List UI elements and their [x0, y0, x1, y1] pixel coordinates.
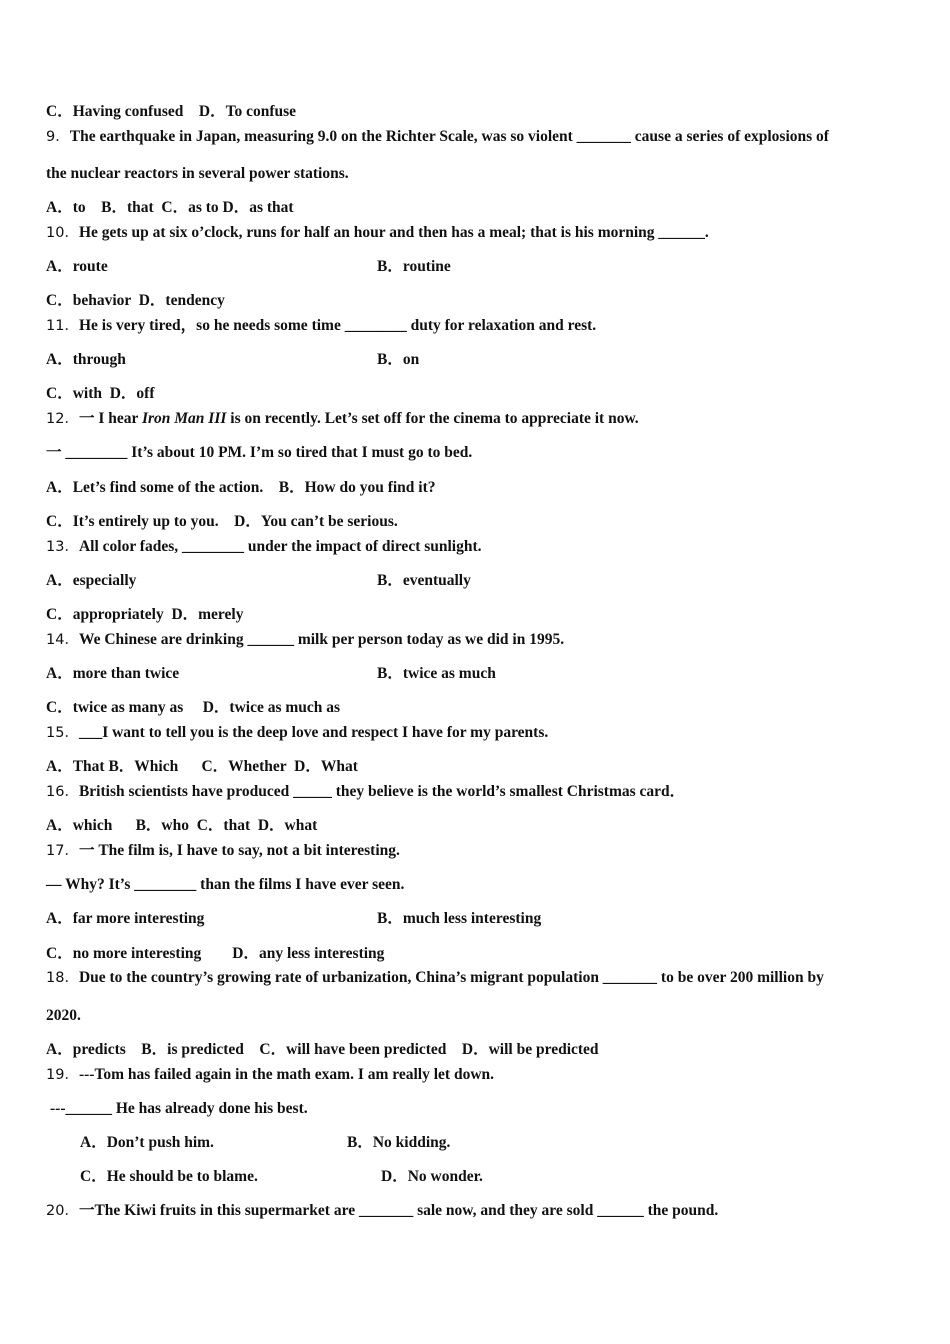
q16-stem — [46, 782, 685, 802]
q9-options: A．to B．that C．as to D．as that — [46, 199, 294, 216]
q15-stem-text: ___I want to tell you is the deep love and respect I have for my parents. — [78, 724, 549, 741]
q15-options: A．That B．Which C．Whether D．What — [46, 758, 358, 775]
q8-option-c: C．Having confused — [46, 103, 184, 120]
q16-stem-text: British scientists have produced _____ they believe is the world’s smallest Christmas card． — [78, 783, 686, 800]
q14-options-cd: C．twice as many as D．twice as much as — [46, 699, 341, 716]
q13-stem-text: All color fades, ________ under the impact of direct sunlight. — [78, 538, 482, 555]
q20-stem-text: 一The Kiwi fruits in this supermarket are _______ sale now, and they are sold ______ the pound. — [78, 1202, 719, 1219]
q11-option-a: A．through — [46, 351, 126, 368]
q20-number: 20． — [46, 1203, 79, 1219]
q11-stem-text: He is very tired，so he needs some time ________ duty for relaxation and rest. — [78, 317, 597, 334]
q18-stem-line2: 2020. — [46, 1007, 81, 1024]
q20-stem — [46, 1201, 718, 1221]
q18-number: 18． — [46, 970, 79, 986]
q13-stem — [46, 537, 482, 557]
q10-options-cd: C．behavior D．tendency — [46, 292, 225, 309]
q19-stem — [46, 1065, 494, 1085]
q11-option-b: B．on — [377, 351, 420, 368]
q13-option-b: B．eventually — [377, 572, 471, 589]
q17-reply: — Why? It’s ________ than the films I have ever seen. — [46, 876, 405, 893]
q9-number: 9． — [46, 129, 70, 145]
q9-stem-text: The earthquake in Japan, measuring 9.0 on the Richter Scale, was so violent _______ cause a series of explosions of — [69, 128, 829, 145]
q13-option-a: A．especially — [46, 572, 137, 589]
q13-number: 13． — [46, 539, 79, 555]
q18-stem-text: Due to the country’s growing rate of urbanization, China’s migrant population _______ to be over 200 million by — [78, 969, 824, 986]
q18-options: A．predicts B．is predicted C．will have been predicted D．will be predicted — [46, 1041, 599, 1058]
q14-option-b: B．twice as much — [377, 665, 496, 682]
q16-number: 16． — [46, 784, 79, 800]
q19-reply: ---______ He has already done his best. — [50, 1100, 308, 1117]
q10-option-a: A．route — [46, 258, 108, 275]
q17-stem-text: 一 The film is, I have to say, not a bit interesting. — [78, 842, 400, 859]
q10-option-b: B．routine — [377, 258, 451, 275]
q12-movie-title: Iron Man III — [141, 410, 227, 427]
q10-stem — [46, 223, 709, 243]
q13-options-cd: C．appropriately D．merely — [46, 606, 244, 623]
q12-options-cd: C．It’s entirely up to you. D．You can’t be serious. — [46, 513, 398, 530]
q15-number: 15． — [46, 725, 79, 741]
q15-stem — [46, 723, 548, 743]
q9-stem-line2: the nuclear reactors in several power stations. — [46, 165, 349, 182]
q12-stem-pre: 一 I hear — [78, 410, 142, 427]
q17-number: 17． — [46, 843, 79, 859]
q9-stem-line1 — [46, 127, 829, 147]
q14-stem-text: We Chinese are drinking ______ milk per person today as we did in 1995. — [78, 631, 565, 648]
q14-number: 14． — [46, 632, 79, 648]
q12-options-ab: A．Let’s find some of the action. B．How do you find it? — [46, 479, 436, 496]
q14-stem — [46, 630, 564, 650]
q8-option-d: D．To confuse — [198, 103, 297, 120]
q19-option-b: B．No kidding. — [347, 1134, 451, 1151]
q19-option-c: C．He should be to blame. — [80, 1168, 258, 1185]
q14-option-a: A．more than twice — [46, 665, 180, 682]
q11-number: 11． — [46, 318, 79, 334]
q17-option-b: B．much less interesting — [377, 910, 542, 927]
q12-number: 12． — [46, 411, 79, 427]
q17-stem — [46, 841, 400, 861]
q10-stem-text: He gets up at six o’clock, runs for half an hour and then has a meal; that is his morning ______. — [78, 224, 709, 241]
q12-stem — [46, 409, 639, 429]
q12-reply: 一 ________ It’s about 10 PM. I’m so tired that I must go to bed. — [46, 444, 473, 461]
q12-stem-post: is on recently. Let’s set off for the cinema to appreciate it now. — [226, 410, 639, 427]
q8-options-cd — [46, 102, 296, 122]
q16-options: A．which B．who C．that D．what — [46, 817, 318, 834]
q11-options-cd: C．with D．off — [46, 385, 155, 402]
q19-stem-text: ---Tom has failed again in the math exam. I am really let down. — [78, 1066, 495, 1083]
q10-number: 10． — [46, 225, 79, 241]
q11-stem — [46, 316, 596, 336]
q17-options-cd: C．no more interesting D．any less interesting — [46, 945, 385, 962]
q19-option-d: D．No wonder. — [381, 1168, 483, 1185]
q18-stem-line1 — [46, 968, 824, 988]
q17-option-a: A．far more interesting — [46, 910, 205, 927]
q19-number: 19． — [46, 1067, 79, 1083]
q19-option-a: A．Don’t push him. — [80, 1134, 214, 1151]
